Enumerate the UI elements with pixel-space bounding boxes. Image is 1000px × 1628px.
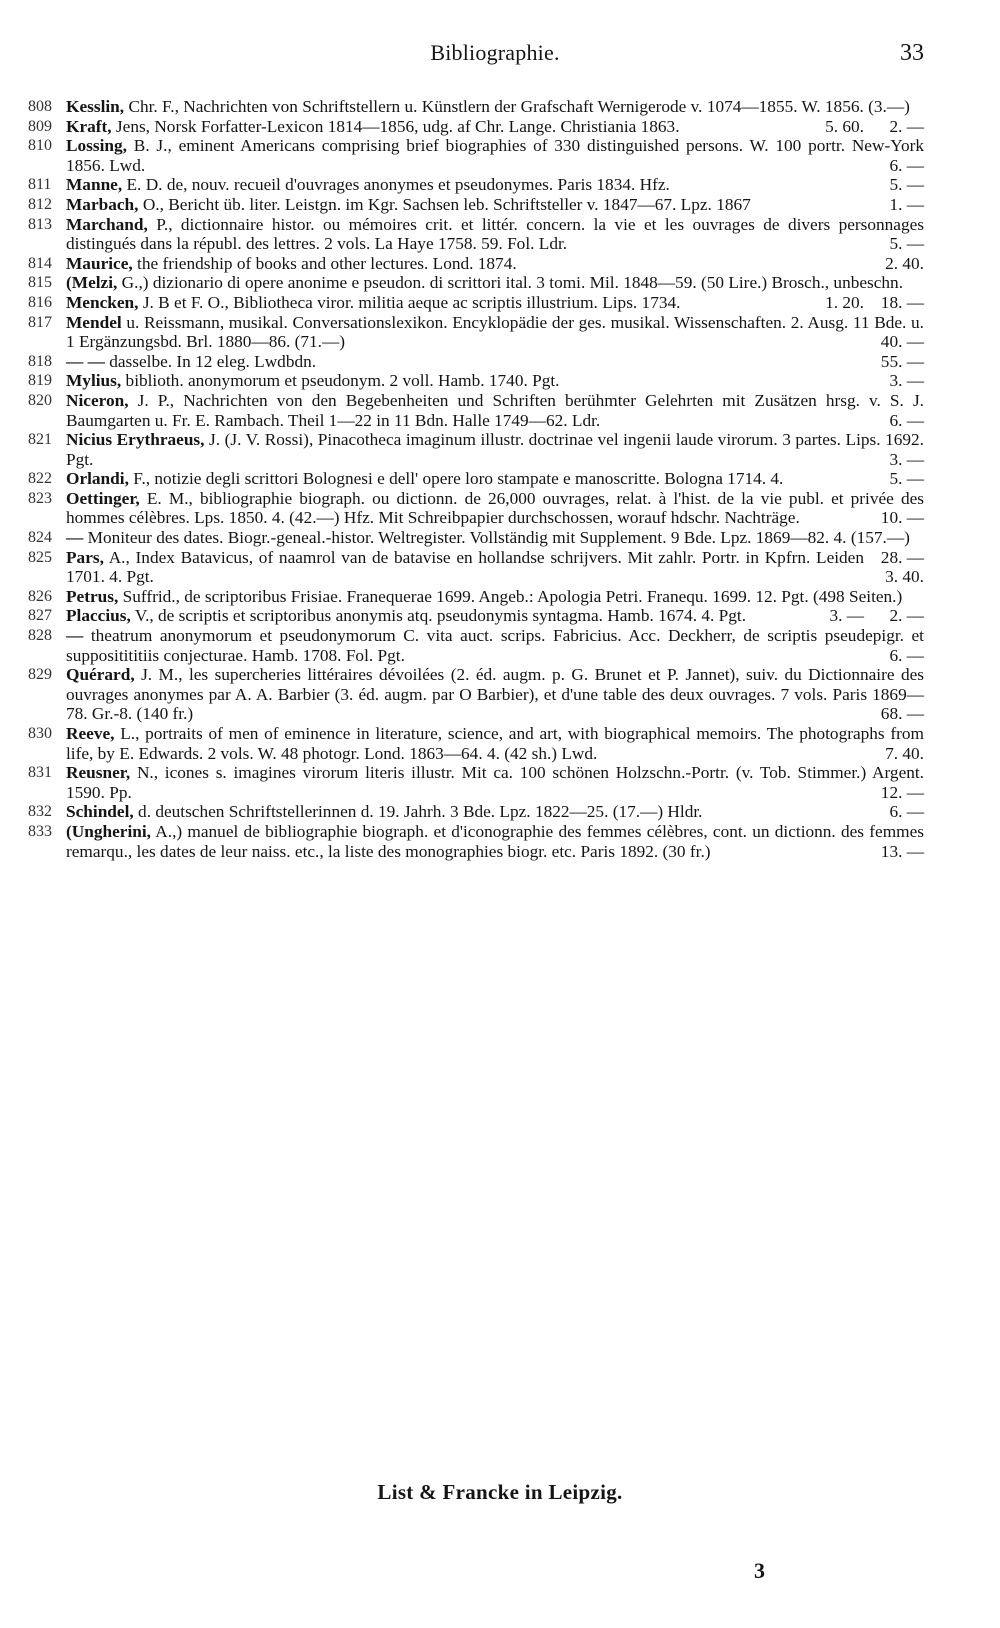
entry-number: 824 xyxy=(28,529,52,547)
entry-price: 55. — xyxy=(880,351,924,371)
bibliography-entry xyxy=(28,136,924,175)
entry-price: 1. — xyxy=(889,194,924,214)
entry-price: 6. — xyxy=(889,155,924,175)
entry-text: dasselbe. In 12 eleg. Lwdbdn. xyxy=(109,351,317,371)
entry-author: Kraft, xyxy=(66,116,112,136)
entry-text: theatrum anonymorum et pseudonymorum C. vita auct. scrips. Fabricius. Acc. Deckherr, de scriptis pseudepigr. et suppositititiis conjecturae. Hamb. 1708. Fol. Pgt. xyxy=(66,626,924,665)
entry-text: Chr. F., Nachrichten von Schriftstellern u. Künstlern der Grafschaft Wernigerode v. 1074—1855. W. 1856. (3.—) xyxy=(128,97,910,116)
entry-number: 833 xyxy=(28,822,52,840)
entry-text: Moniteur des dates. Biogr.-geneal.-histor. Weltregister. Vollständig mit Supplement. 9 Bde. Lpz. 1869—82. 4. (157.—) xyxy=(87,528,910,548)
entry-text: A.,) manuel de bibliographie biograph. et d'iconographie des femmes célèbres, cont. un dictionn. des femmes remarqu., les dates de leur naiss. etc., la liste des monographies biogr. etc. Paris 1892. (30 fr.) xyxy=(66,821,924,861)
entry-number: 809 xyxy=(28,117,52,135)
bibliography-entry xyxy=(28,548,924,587)
page-header xyxy=(66,40,924,76)
entry-price: 3. 40. xyxy=(885,567,924,587)
entry-author: — — xyxy=(66,351,105,371)
entry-price: 2. — xyxy=(889,116,924,136)
entry-number: 813 xyxy=(28,215,52,233)
entry-number: 812 xyxy=(28,195,52,213)
entry-text: A., Index Batavicus, of naamrol van de batavise en hollandse schrijvers. Mit zahlr. Portr. in Kpfrn. Leiden 1701. 4. Pgt. xyxy=(66,547,864,587)
entry-text: B. J., eminent Americans comprising brief biographies of 330 distinguished persons. W. 100 portr. New-York 1856. Lwd. xyxy=(66,136,925,175)
bibliography-entries xyxy=(28,97,924,861)
entry-number: 819 xyxy=(28,372,52,390)
entry-author: (Melzi, xyxy=(66,273,118,293)
bibliography-entry xyxy=(28,430,924,469)
entry-text: Jens, Norsk Forfatter-Lexicon 1814—1856, udg. af Chr. Lange. Christiania 1863. xyxy=(115,116,680,136)
entry-price: 3. — xyxy=(889,449,924,469)
entry-author: Mendel xyxy=(66,312,122,332)
bibliography-entry xyxy=(28,822,924,861)
bibliography-entry xyxy=(28,254,924,274)
entry-number: 823 xyxy=(28,489,52,507)
entry-author: Pars, xyxy=(66,547,104,567)
entry-number: 820 xyxy=(28,391,52,409)
entry-number: 815 xyxy=(28,274,52,292)
entry-author: Kesslin, xyxy=(66,97,125,116)
entry-text: J. B et F. O., Bibliotheca viror. militia aeque ac scriptis illustrium. Lips. 1734. xyxy=(142,292,681,312)
entry-author: Schindel, xyxy=(66,802,134,822)
entry-text: the friendship of books and other lectures. Lond. 1874. xyxy=(137,253,517,273)
bibliography-entry xyxy=(28,175,924,195)
entry-number: 816 xyxy=(28,293,52,311)
entry-author: Nicius Erythraeus, xyxy=(66,430,205,450)
entry-text: G.,) dizionario di opere anonime e pseudon. di scrittori ital. 3 tomi. Mil. 1848—59. (50 Lire.) Brosch., unbeschn. xyxy=(121,273,904,293)
entry-number: 825 xyxy=(28,548,52,566)
entry-number: 821 xyxy=(28,431,52,449)
entry-price: 2. — xyxy=(889,606,924,626)
entry-text: J. (J. V. Rossi), Pinacotheca imaginum illustr. doctrinae vel ingenii laude virorum. 3 partes. Lips. 1692. Pgt. xyxy=(66,430,924,469)
bibliography-entry xyxy=(28,469,924,489)
entry-author: Niceron, xyxy=(66,390,129,410)
entry-price: 40. — xyxy=(880,332,924,352)
entry-number: 827 xyxy=(28,607,52,625)
entry-price: 18. — xyxy=(880,292,924,312)
entry-author: Marbach, xyxy=(66,194,139,214)
entry-author: — xyxy=(66,626,84,646)
entry-author: Mylius, xyxy=(66,371,122,391)
entry-text: E. D. de, nouv. recueil d'ouvrages anonymes et pseudonymes. Paris 1834. Hfz. xyxy=(126,175,670,195)
bibliography-entry xyxy=(28,215,924,254)
printer-signature: 3 xyxy=(754,1558,765,1583)
entry-price: 2. 40. xyxy=(885,253,924,273)
entry-price: 1. 20. xyxy=(825,292,864,312)
bibliography-entry xyxy=(28,391,924,430)
entry-number: 826 xyxy=(28,587,52,605)
entry-price: 6. — xyxy=(889,410,924,430)
entry-price: 5. — xyxy=(889,175,924,195)
entry-text: Suffrid., de scriptoribus Frisiae. Franequerae 1699. Angeb.: Apologia Petri. Franequ. 1699. 12. Pgt. (498 Seiten.) xyxy=(122,586,903,606)
entry-author: (Ungherini, xyxy=(66,821,151,841)
entry-price: 6. — xyxy=(889,645,924,665)
entry-price: 3. — xyxy=(829,606,864,626)
entry-number: 808 xyxy=(28,98,52,115)
entry-author: Manne, xyxy=(66,175,123,195)
entry-author: Orlandi, xyxy=(66,469,129,489)
entry-price: 13. — xyxy=(880,841,924,861)
entry-price: 28. — xyxy=(880,547,924,567)
entry-text: V., de scriptis et scriptoribus anonymis atq. pseudonymis syntagma. Hamb. 1674. 4. Pgt. xyxy=(134,606,747,626)
entry-number: 829 xyxy=(28,666,52,684)
entry-number: 811 xyxy=(28,176,52,194)
entry-author: Lossing, xyxy=(66,136,127,156)
entry-price: 5. 60. xyxy=(825,116,864,136)
bibliography-entry xyxy=(28,724,924,763)
entry-author: Maurice, xyxy=(66,253,133,273)
entry-text: u. Reissmann, musikal. Conversationslexikon. Encyklopädie der ges. musikal. Wissenschaften. 2. Ausg. 11 Bde. u. 1 Ergänzungsbd. Brl. 1880—86. (71.—) xyxy=(66,312,924,352)
bibliography-entry xyxy=(28,352,924,372)
running-title: Bibliographie. xyxy=(430,40,560,65)
entry-author: Reusner, xyxy=(66,763,131,783)
entry-price: 10. — xyxy=(880,508,924,528)
entry-price: 6. — xyxy=(889,802,924,822)
entry-price: 5. — xyxy=(889,234,924,254)
entry-price: 12. — xyxy=(880,782,924,802)
entry-number: 822 xyxy=(28,470,52,488)
page-number: 33 xyxy=(900,40,924,66)
entry-number: 830 xyxy=(28,725,52,742)
entry-text: F., notizie degli scrittori Bolognesi e dell' opere loro stampate e manoscritte. Bologna 1714. 4. xyxy=(133,469,784,489)
entry-text: L., portraits of men of eminence in literature, science, and art, with biographical memoirs. The photographs from life, by E. Edwards. 2 vols. W. 48 photogr. Lond. 1863—64. 4. (42 sh.) Lwd. xyxy=(66,724,924,763)
bibliography-entry xyxy=(28,489,924,528)
entry-number: 818 xyxy=(28,352,52,370)
entry-price: 68. — xyxy=(880,704,924,724)
entry-number: 832 xyxy=(28,803,52,821)
entry-author: Placcius, xyxy=(66,606,131,626)
entry-number: 810 xyxy=(28,137,52,155)
bibliography-entry xyxy=(28,371,924,391)
entry-text: N., icones s. imagines virorum literis illustr. Mit ca. 100 schönen Holzschn.-Portr. (v. Tob. Stimmer.) Argent. 1590. Pp. xyxy=(66,763,924,802)
entry-text: J. P., Nachrichten von den Begebenheiten und Schriften berühmter Gelehrten mit Zusätzen hrsg. v. S. J. Baumgarten u. Fr. E. Rambach. Theil 1—22 in 11 Bdn. Halle 1749—62. Ldr. xyxy=(66,390,924,430)
bibliography-entry xyxy=(28,117,924,137)
entry-author: Petrus, xyxy=(66,586,119,606)
entry-author: Mencken, xyxy=(66,292,139,312)
entry-price: 3. — xyxy=(889,371,924,391)
entry-number: 828 xyxy=(28,627,52,645)
bibliography-entry xyxy=(28,606,924,626)
entry-number: 814 xyxy=(28,254,52,272)
bibliography-entry xyxy=(28,665,924,724)
entry-text: O., Bericht üb. liter. Leistgn. im Kgr. Sachsen leb. Schriftsteller v. 1847—67. Lpz. 1867 xyxy=(142,194,751,214)
publisher-imprint: List & Francke in Leipzig. xyxy=(377,1480,623,1504)
bibliography-entry xyxy=(28,802,924,822)
entry-price: 5. — xyxy=(889,469,924,489)
entry-text: J. M., les supercheries littéraires dévoilées (2. éd. augm. p. G. Brunet et P. Jannet), suiv. du Dictionnaire des ouvrages anonymes par A. A. Barbier (3. éd. augm. par O Barbier), et d'une table des deux ouvrages. 7 vols. Paris 1869—78. Gr.-8. (140 fr.) xyxy=(66,665,924,724)
entry-price: 7. 40. xyxy=(885,743,924,763)
entry-number: 817 xyxy=(28,313,52,331)
bibliography-entry xyxy=(28,293,924,313)
bibliography-entry xyxy=(28,195,924,215)
bibliography-entry xyxy=(28,626,924,665)
entry-text: biblioth. anonymorum et pseudonym. 2 voll. Hamb. 1740. Pgt. xyxy=(125,371,560,391)
entry-author: — xyxy=(66,528,84,548)
entry-number: 831 xyxy=(28,764,52,782)
entry-author: Oettinger, xyxy=(66,488,140,508)
entry-author: Quérard, xyxy=(66,665,135,685)
entry-text: E. M., bibliographie biograph. ou dictionn. de 26,000 ouvrages, relat. à l'hist. de la vie publ. et privée des hommes célèbres. Lps. 1850. 4. (42.—) Hfz. Mit Schreibpapier durchschossen, worauf hdschr. Nachträge. xyxy=(66,488,924,528)
entry-author: Marchand, xyxy=(66,214,148,234)
entry-text: d. deutschen Schriftstellerinnen d. 19. Jahrh. 3 Bde. Lpz. 1822—25. (17.—) Hldr. xyxy=(138,802,703,822)
entry-text: P., dictionnaire histor. ou mémoires crit. et littér. concern. la vie et les ouvrages de divers personnages distingués dans la républ. des lettres. 2 vols. La Haye 1758. 59. Fol. Ldr. xyxy=(66,214,924,254)
bibliography-entry xyxy=(28,763,924,802)
bibliography-entry xyxy=(28,313,924,352)
entry-author: Reeve, xyxy=(66,724,115,743)
